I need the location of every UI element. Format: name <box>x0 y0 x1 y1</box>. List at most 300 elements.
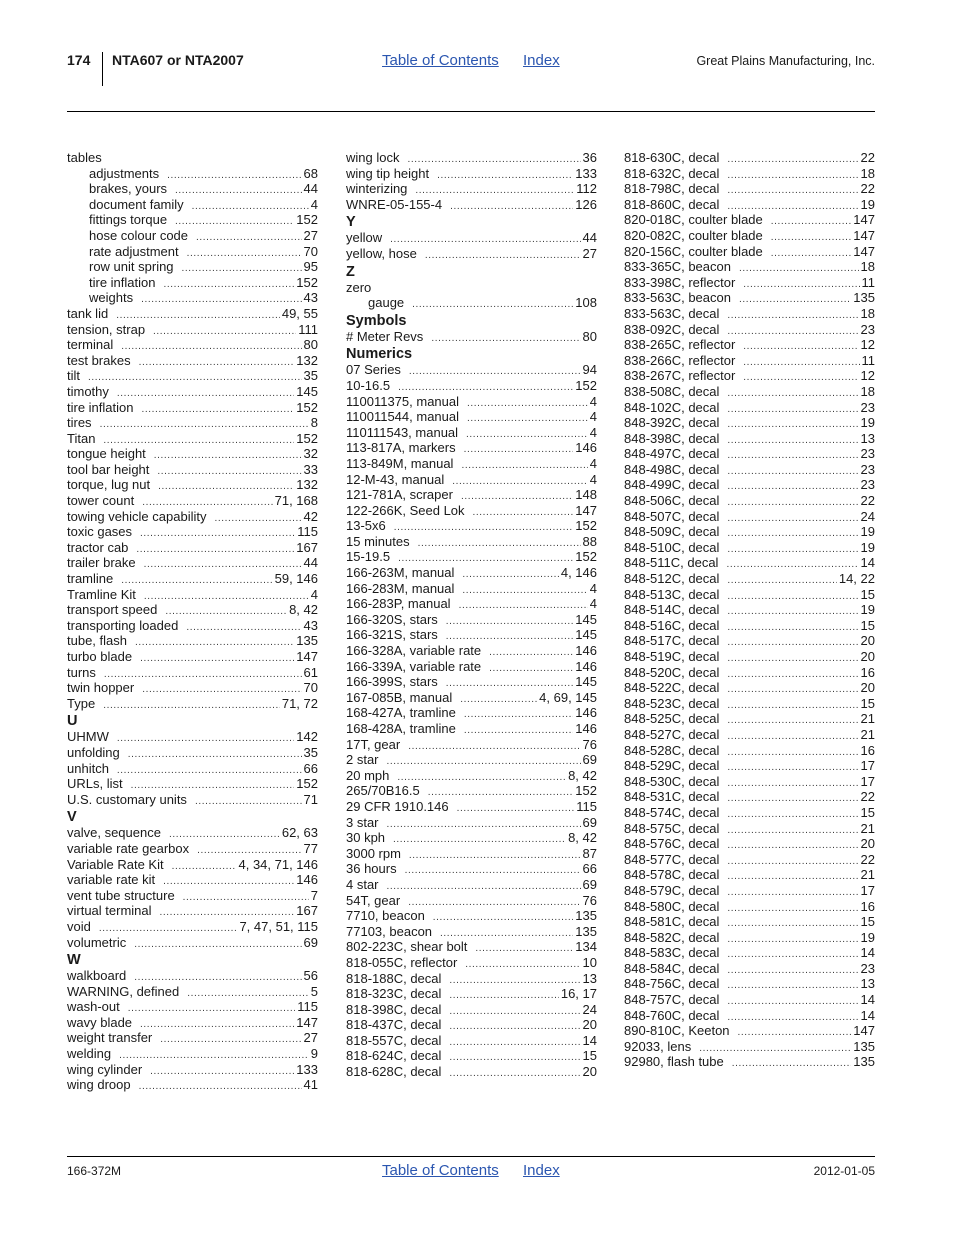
entry-page-ref[interactable]: 95 <box>303 259 318 275</box>
entry-page-ref[interactable]: 4 <box>589 409 597 425</box>
entry-page-ref[interactable]: 112 <box>576 181 597 197</box>
entry-page-ref[interactable]: 16 <box>860 742 875 758</box>
entry-page-ref[interactable]: 8, 42 <box>289 602 318 618</box>
entry-page-ref[interactable]: 44 <box>582 230 597 246</box>
entry-term: 838-508C, decal <box>624 383 720 399</box>
entry-page-ref[interactable]: 70 <box>303 243 318 259</box>
entry-page-ref[interactable]: 135 <box>575 908 597 924</box>
entry-term: 848-497C, decal <box>624 446 720 462</box>
dot-leader <box>727 386 858 402</box>
index-sub-entry <box>67 181 318 197</box>
entry-term: 833-563C, beacon <box>624 290 731 306</box>
entry-page-ref[interactable]: 147 <box>853 212 875 228</box>
dot-leader <box>738 1025 852 1041</box>
entry-term: 848-517C, decal <box>624 633 720 649</box>
index-link-header[interactable]: Index <box>523 52 560 69</box>
index-entry <box>624 244 875 260</box>
entry-term: 92980, flash tube <box>624 1054 724 1070</box>
toc-link-header[interactable]: Table of Contents <box>382 52 499 69</box>
entry-page-ref[interactable]: 24 <box>582 1001 597 1017</box>
entry-page-ref[interactable]: 61 <box>303 664 318 680</box>
dot-leader <box>466 427 588 443</box>
entry-page-ref[interactable]: 4 <box>310 586 318 602</box>
index-entry <box>346 986 597 1002</box>
entry-page-ref[interactable]: 126 <box>575 196 597 212</box>
entry-page-ref[interactable]: 146 <box>575 705 597 721</box>
entry-page-ref[interactable]: 80 <box>303 337 318 353</box>
entry-term: tire inflation <box>67 399 134 415</box>
entry-term: transport speed <box>67 602 158 618</box>
index-entry <box>624 337 875 353</box>
entry-term: 848-398C, decal <box>624 430 720 446</box>
index-link-footer[interactable]: Index <box>523 1162 560 1179</box>
dot-leader <box>187 986 309 1002</box>
entry-term: test brakes <box>67 352 131 368</box>
dot-leader <box>727 947 858 963</box>
entry-page-ref[interactable]: 146 <box>575 721 597 736</box>
entry-page-ref[interactable]: 43 <box>303 290 318 306</box>
index-entry <box>67 761 318 777</box>
index-entry <box>346 329 597 345</box>
dot-leader <box>449 1019 580 1035</box>
dot-leader <box>727 479 858 495</box>
index-entry <box>67 368 318 384</box>
dot-leader <box>460 692 537 708</box>
entry-page-ref[interactable]: 152 <box>296 274 318 290</box>
entry-page-ref[interactable]: 115 <box>576 798 597 814</box>
entry-page-ref[interactable]: 27 <box>303 1030 318 1046</box>
entry-page-ref[interactable]: 134 <box>575 939 597 955</box>
dot-leader <box>128 1001 296 1017</box>
index-entry <box>67 618 318 634</box>
entry-page-ref[interactable]: 18 <box>860 305 875 321</box>
dot-leader <box>153 324 296 340</box>
entry-page-ref[interactable]: 135 <box>853 1038 875 1054</box>
dot-leader <box>121 573 272 589</box>
entry-page-ref[interactable]: 20 <box>860 633 875 649</box>
entry-term: 833-398C, reflector <box>624 274 736 290</box>
dot-leader <box>727 776 858 792</box>
entry-page-ref[interactable]: 20 <box>582 1017 597 1033</box>
index-letter-heading: W <box>67 952 81 969</box>
entry-term: timothy <box>67 383 109 399</box>
entry-page-ref[interactable]: 167 <box>296 903 318 919</box>
index-entry <box>67 353 318 369</box>
entry-page-ref[interactable]: 146 <box>575 658 597 674</box>
entry-term: 4 star <box>346 876 379 892</box>
entry-page-ref[interactable]: 23 <box>860 477 875 493</box>
entry-term: WNRE-05-155-4 <box>346 196 443 212</box>
entry-page-ref[interactable]: 145 <box>575 611 597 627</box>
entry-page-ref[interactable]: 32 <box>303 446 318 462</box>
entry-page-ref[interactable]: 147 <box>853 243 875 259</box>
entry-page-ref[interactable]: 69 <box>582 752 597 768</box>
entry-page-ref[interactable]: 4 <box>589 424 597 440</box>
entry-page-ref[interactable]: 15 <box>582 1048 597 1064</box>
entry-page-ref[interactable]: 9 <box>310 1046 318 1062</box>
dot-leader <box>464 442 574 458</box>
index-entry <box>67 462 318 478</box>
index-entry <box>624 400 875 416</box>
entry-page-ref[interactable]: 7, 47, 51, 115 <box>239 918 318 934</box>
entry-term: 818-630C, decal <box>624 150 720 165</box>
entry-page-ref[interactable]: 21 <box>860 820 875 836</box>
index-entry <box>346 690 597 706</box>
entry-page-ref[interactable]: 22 <box>860 789 875 805</box>
entry-page-ref[interactable]: 4 <box>589 596 597 612</box>
index-entry <box>624 259 875 275</box>
entry-page-ref[interactable]: 19 <box>860 524 875 540</box>
entry-page-ref[interactable]: 14, 22 <box>838 571 875 587</box>
index-entry <box>346 166 597 182</box>
entry-page-ref[interactable]: 22 <box>860 150 875 165</box>
entry-page-ref[interactable]: 36 <box>582 150 597 165</box>
dot-leader <box>117 763 302 779</box>
entry-page-ref[interactable]: 4 <box>589 471 597 487</box>
entry-page-ref[interactable]: 15 <box>860 586 875 602</box>
entry-page-ref[interactable]: 13 <box>582 970 597 986</box>
entry-page-ref[interactable]: 69 <box>303 934 318 950</box>
entry-page-ref[interactable]: 71, 72 <box>281 695 318 711</box>
entry-page-ref[interactable]: 135 <box>853 290 875 306</box>
entry-page-ref[interactable]: 152 <box>296 399 318 415</box>
index-column-1 <box>67 150 318 1093</box>
entry-page-ref[interactable]: 19 <box>860 602 875 618</box>
entry-page-ref[interactable]: 44 <box>303 181 318 197</box>
entry-page-ref[interactable]: 18 <box>860 259 875 275</box>
index-entry <box>67 509 318 525</box>
entry-page-ref[interactable]: 4 <box>310 196 318 212</box>
entry-page-ref[interactable]: 43 <box>303 617 318 633</box>
entry-page-ref[interactable]: 22 <box>860 493 875 509</box>
toc-link-footer[interactable]: Table of Contents <box>382 1162 499 1179</box>
entry-page-ref[interactable]: 152 <box>296 212 318 228</box>
entry-page-ref[interactable]: 21 <box>860 867 875 883</box>
entry-page-ref[interactable]: 11 <box>861 352 875 368</box>
entry-term: 848-579C, decal <box>624 882 720 898</box>
entry-term: 838-265C, reflector <box>624 337 736 353</box>
index-entry <box>67 745 318 761</box>
entry-term: 818-055C, reflector <box>346 954 458 970</box>
entry-page-ref[interactable]: 135 <box>575 923 597 939</box>
index-entry <box>624 509 875 525</box>
index-entry <box>624 696 875 712</box>
entry-page-ref[interactable]: 8 <box>310 415 318 431</box>
entry-page-ref[interactable]: 77 <box>303 840 318 856</box>
entry-page-ref[interactable]: 21 <box>860 726 875 742</box>
entry-page-ref[interactable]: 15 <box>860 804 875 820</box>
entry-page-ref[interactable]: 4 <box>589 393 597 409</box>
entry-page-ref[interactable]: 152 <box>575 377 597 393</box>
entry-page-ref[interactable]: 14 <box>860 992 875 1008</box>
entry-page-ref[interactable]: 41 <box>303 1077 318 1093</box>
index-entry <box>67 857 318 873</box>
entry-page-ref[interactable]: 133 <box>296 1061 318 1077</box>
entry-page-ref[interactable]: 19 <box>860 196 875 212</box>
entry-page-ref[interactable]: 111 <box>298 321 318 337</box>
entry-page-ref[interactable]: 76 <box>582 892 597 908</box>
entry-term: tension, strap <box>67 321 146 337</box>
entry-page-ref[interactable]: 146 <box>575 643 597 659</box>
entry-page-ref[interactable]: 27 <box>303 227 318 243</box>
entry-page-ref[interactable]: 152 <box>296 776 318 792</box>
entry-page-ref[interactable]: 18 <box>860 165 875 181</box>
dot-leader <box>449 1050 580 1066</box>
entry-page-ref[interactable]: 19 <box>860 929 875 945</box>
entry-page-ref[interactable]: 152 <box>296 430 318 446</box>
entry-page-ref[interactable]: 132 <box>296 352 318 368</box>
entry-page-ref[interactable]: 68 <box>303 165 318 181</box>
index-entry <box>67 776 318 792</box>
entry-page-ref[interactable]: 4, 69, 145 <box>539 689 597 705</box>
dot-leader <box>727 183 858 199</box>
index-entry <box>624 976 875 992</box>
entry-page-ref[interactable]: 152 <box>575 549 597 565</box>
entry-page-ref[interactable]: 115 <box>297 999 318 1015</box>
dot-leader <box>727 1010 858 1026</box>
entry-page-ref[interactable]: 4, 146 <box>560 565 597 581</box>
entry-page-ref[interactable]: 14 <box>582 1032 597 1048</box>
entry-page-ref[interactable]: 115 <box>297 524 318 540</box>
index-entry <box>624 727 875 743</box>
entry-page-ref[interactable]: 22 <box>860 851 875 867</box>
entry-page-ref[interactable]: 7 <box>310 887 318 903</box>
index-entry <box>624 462 875 478</box>
entry-page-ref[interactable]: 132 <box>296 477 318 493</box>
entry-page-ref[interactable]: 20 <box>860 680 875 696</box>
entry-page-ref[interactable]: 147 <box>296 649 318 664</box>
entry-page-ref[interactable]: 8, 42 <box>568 830 597 846</box>
dot-leader <box>214 511 301 527</box>
dot-leader <box>103 698 280 714</box>
entry-page-ref[interactable]: 16 <box>860 664 875 680</box>
entry-page-ref[interactable]: 94 <box>582 362 597 378</box>
entry-page-ref[interactable]: 17 <box>860 882 875 898</box>
dot-leader <box>142 682 301 698</box>
entry-page-ref[interactable]: 148 <box>575 487 597 503</box>
entry-page-ref[interactable]: 18 <box>860 383 875 399</box>
entry-page-ref[interactable]: 70 <box>303 680 318 696</box>
entry-page-ref[interactable]: 15 <box>860 617 875 633</box>
entry-page-ref[interactable]: 12 <box>860 337 875 353</box>
dot-leader <box>163 874 294 890</box>
index-parent-entry <box>346 280 597 296</box>
entry-page-ref[interactable]: 152 <box>575 783 597 799</box>
entry-page-ref[interactable]: 12 <box>860 368 875 384</box>
entry-page-ref[interactable]: 13 <box>860 430 875 446</box>
dot-leader <box>739 292 851 308</box>
entry-term: 802-223C, shear bolt <box>346 939 468 955</box>
entry-page-ref[interactable]: 23 <box>860 960 875 976</box>
dot-leader <box>727 823 858 839</box>
entry-page-ref[interactable]: 62, 63 <box>281 825 318 841</box>
index-entry <box>624 961 875 977</box>
entry-page-ref[interactable]: 49, 55 <box>281 305 318 321</box>
index-entry <box>346 627 597 643</box>
entry-page-ref[interactable]: 4, 34, 71, 146 <box>238 856 318 872</box>
entry-page-ref[interactable]: 135 <box>296 633 318 649</box>
entry-term: 2 star <box>346 752 379 768</box>
dot-leader <box>743 370 858 386</box>
index-entry <box>346 487 597 503</box>
dot-leader <box>727 698 858 714</box>
entry-page-ref[interactable]: 27 <box>582 245 597 261</box>
entry-page-ref[interactable]: 59, 146 <box>274 571 318 587</box>
index-entry <box>624 306 875 322</box>
entry-term: 820-018C, coulter blade <box>624 212 763 228</box>
entry-page-ref[interactable]: 35 <box>303 744 318 760</box>
entry-page-ref[interactable]: 8, 42 <box>568 767 597 783</box>
entry-page-ref[interactable]: 23 <box>860 446 875 462</box>
entry-page-ref[interactable]: 146 <box>575 440 597 456</box>
entry-page-ref[interactable]: 22 <box>860 181 875 197</box>
index-entry <box>346 378 597 394</box>
index-entry <box>346 1033 597 1049</box>
index-entry <box>624 680 875 696</box>
entry-term: Tramline Kit <box>67 586 136 602</box>
entry-page-ref[interactable]: 17 <box>860 773 875 789</box>
dot-leader <box>461 458 587 474</box>
index-entry <box>67 903 318 919</box>
entry-term: Titan <box>67 430 96 446</box>
entry-page-ref[interactable]: 147 <box>853 227 875 243</box>
index-entry <box>624 368 875 384</box>
entry-term: tramline <box>67 571 114 587</box>
entry-page-ref[interactable]: 14 <box>860 945 875 961</box>
entry-page-ref[interactable]: 15 <box>860 695 875 711</box>
index-entry <box>67 872 318 888</box>
entry-term: 92033, lens <box>624 1038 692 1054</box>
index-entry <box>67 825 318 841</box>
entry-page-ref[interactable]: 135 <box>853 1054 875 1070</box>
index-letter-heading: V <box>67 809 77 826</box>
entry-page-ref[interactable]: 17 <box>860 758 875 774</box>
entry-page-ref[interactable]: 20 <box>860 649 875 664</box>
entry-page-ref[interactable]: 35 <box>303 368 318 384</box>
entry-page-ref[interactable]: 33 <box>303 461 318 477</box>
dot-leader <box>473 505 574 521</box>
dot-leader <box>462 567 558 583</box>
entry-page-ref[interactable]: 5 <box>310 983 318 999</box>
entry-page-ref[interactable]: 71, 168 <box>274 493 318 509</box>
entry-page-ref[interactable]: 16, 17 <box>560 986 597 1002</box>
entry-page-ref[interactable]: 11 <box>861 274 875 290</box>
entry-page-ref[interactable]: 20 <box>582 1064 597 1080</box>
entry-page-ref[interactable]: 145 <box>575 674 597 690</box>
entry-page-ref[interactable]: 69 <box>582 876 597 892</box>
dot-leader <box>446 614 574 630</box>
dot-leader <box>408 895 580 911</box>
entry-page-ref[interactable]: 76 <box>582 736 597 752</box>
entry-term: 848-525C, decal <box>624 711 720 727</box>
dot-leader <box>727 713 858 729</box>
index-entry <box>67 306 318 322</box>
dot-leader <box>771 230 852 246</box>
dot-leader <box>141 292 301 308</box>
dot-leader <box>449 1035 580 1051</box>
entry-page-ref[interactable]: 71 <box>303 791 318 807</box>
entry-page-ref[interactable]: 147 <box>296 1014 318 1030</box>
entry-page-ref[interactable]: 4 <box>589 455 597 471</box>
entry-term: 848-522C, decal <box>624 680 720 696</box>
index-entry <box>346 1002 597 1018</box>
page-number: 174 <box>67 52 91 68</box>
index-letter-heading: U <box>67 713 78 730</box>
entry-page-ref[interactable]: 88 <box>582 533 597 549</box>
entry-page-ref[interactable]: 23 <box>860 399 875 415</box>
index-entry <box>67 431 318 447</box>
entry-page-ref[interactable]: 16 <box>860 898 875 914</box>
index-entry <box>624 150 875 166</box>
entry-page-ref[interactable]: 15 <box>860 914 875 930</box>
entry-page-ref[interactable]: 145 <box>575 627 597 643</box>
entry-page-ref[interactable]: 19 <box>860 539 875 555</box>
entry-page-ref[interactable]: 69 <box>582 814 597 830</box>
index-entry <box>67 540 318 556</box>
entry-term: 848-756C, decal <box>624 976 720 992</box>
entry-term: 848-520C, decal <box>624 664 720 680</box>
entry-page-ref[interactable]: 147 <box>575 502 597 518</box>
index-entry <box>624 711 875 727</box>
entry-page-ref[interactable]: 14 <box>860 1007 875 1023</box>
entry-page-ref[interactable]: 23 <box>860 461 875 477</box>
entry-page-ref[interactable]: 14 <box>860 555 875 571</box>
entry-page-ref[interactable]: 56 <box>303 968 318 984</box>
entry-page-ref[interactable]: 87 <box>582 845 597 861</box>
entry-page-ref[interactable]: 152 <box>575 518 597 534</box>
entry-page-ref[interactable]: 19 <box>860 415 875 431</box>
dot-leader <box>167 168 301 184</box>
entry-page-ref[interactable]: 66 <box>303 760 318 776</box>
entry-page-ref[interactable]: 66 <box>582 861 597 877</box>
index-entry <box>346 815 597 831</box>
index-sub-entry <box>67 166 318 182</box>
entry-page-ref[interactable]: 21 <box>860 711 875 727</box>
entry-term: 838-266C, reflector <box>624 352 736 368</box>
entry-page-ref[interactable]: 4 <box>589 580 597 596</box>
index-entry <box>624 228 875 244</box>
entry-term: 818-860C, decal <box>624 196 720 212</box>
entry-term: weights <box>89 290 134 306</box>
entry-page-ref[interactable]: 146 <box>296 872 318 888</box>
entry-page-ref[interactable]: 42 <box>303 508 318 524</box>
index-entry <box>624 774 875 790</box>
entry-page-ref[interactable]: 24 <box>860 508 875 524</box>
index-entry <box>346 246 597 262</box>
entry-page-ref[interactable]: 167 <box>296 539 318 555</box>
entry-page-ref[interactable]: 13 <box>860 976 875 992</box>
entry-page-ref[interactable]: 147 <box>853 1023 875 1039</box>
entry-term: zero <box>346 279 372 295</box>
entry-page-ref[interactable]: 23 <box>860 321 875 337</box>
entry-term: 7710, beacon <box>346 908 425 924</box>
entry-page-ref[interactable]: 80 <box>582 328 597 344</box>
entry-page-ref[interactable]: 145 <box>296 383 318 399</box>
entry-page-ref[interactable]: 44 <box>303 555 318 571</box>
index-entry <box>346 518 597 534</box>
dot-leader <box>192 199 309 215</box>
entry-page-ref[interactable]: 133 <box>575 165 597 181</box>
entry-page-ref[interactable]: 10 <box>582 954 597 970</box>
index-entry <box>346 456 597 472</box>
dot-leader <box>128 747 302 763</box>
entry-page-ref[interactable]: 142 <box>296 729 318 745</box>
index-entry <box>624 1008 875 1024</box>
index-entry <box>346 971 597 987</box>
entry-term: tire inflation <box>89 274 156 290</box>
entry-page-ref[interactable]: 108 <box>575 295 597 311</box>
entry-page-ref[interactable]: 20 <box>860 836 875 852</box>
